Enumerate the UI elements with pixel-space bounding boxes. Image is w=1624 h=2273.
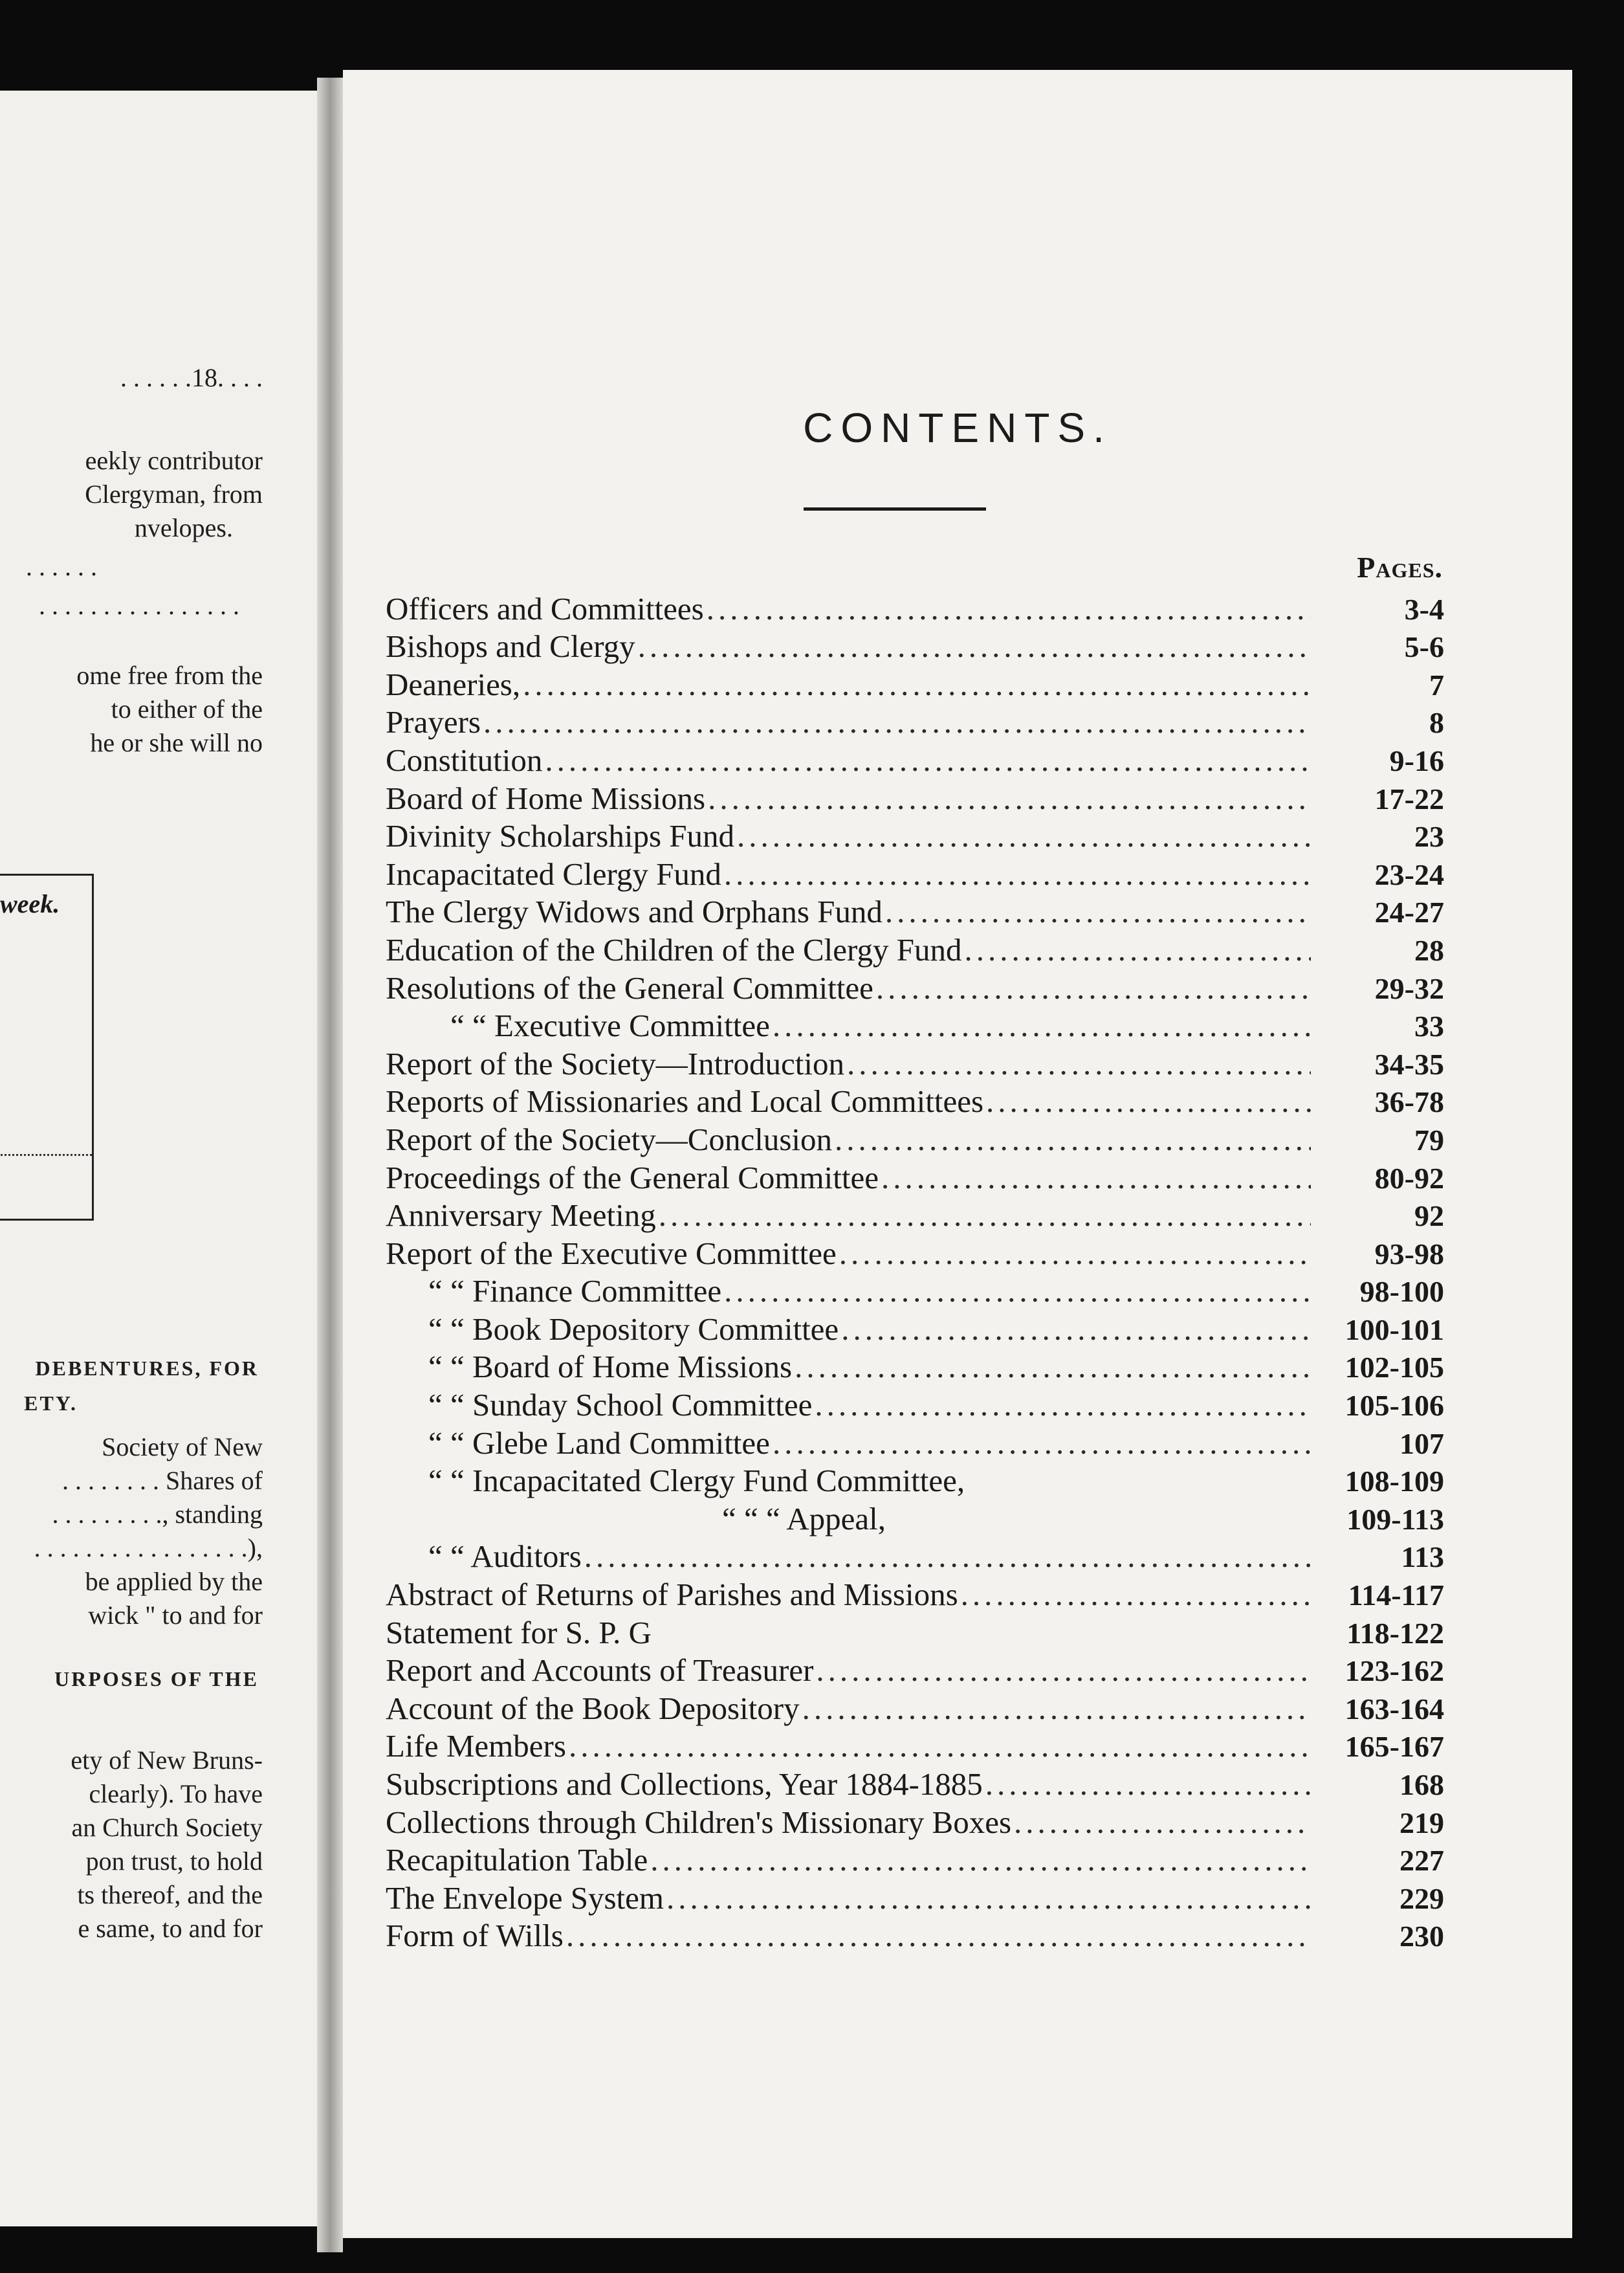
toc-entry[interactable] — [386, 1382, 1444, 1421]
toc-entry-title: “ “ Board of Home Missions — [428, 1349, 793, 1385]
toc-entry-page: 98-100 — [1359, 1275, 1444, 1309]
toc-entry-page: 17-22 — [1374, 782, 1444, 815]
toc-entry[interactable] — [386, 1269, 1444, 1307]
toc-entry-page: 227 — [1399, 1844, 1444, 1878]
dot-leader — [802, 1692, 1311, 1724]
toc-entry[interactable] — [386, 1838, 1444, 1876]
toc-entry-page: 163-164 — [1344, 1692, 1444, 1725]
dot-leader — [523, 669, 1311, 700]
left-text-line: ome free from the — [76, 661, 263, 690]
toc-entry-title: Report of the Society—Introduction — [386, 1045, 844, 1081]
left-text-line: nvelopes. — [134, 513, 233, 542]
dot-leader — [569, 1730, 1311, 1762]
toc-entry-page: 5-6 — [1404, 630, 1444, 664]
dot-leader — [638, 630, 1311, 662]
toc-entry-title: Constitution — [386, 742, 543, 778]
toc-entry[interactable] — [386, 1193, 1444, 1232]
toc-entry-page: 33 — [1414, 1010, 1444, 1043]
toc-entry[interactable] — [386, 1686, 1444, 1724]
dot-leader — [708, 782, 1311, 814]
toc-entry-title: “ “ Finance Committee — [428, 1273, 722, 1309]
left-text-line: . . . . . .18. . . . — [120, 363, 263, 392]
left-text-line: pon trust, to hold — [85, 1846, 263, 1876]
dot-leader — [773, 1427, 1311, 1459]
toc-entry[interactable] — [386, 814, 1444, 852]
toc-entry-title: “ “ Sunday School Committee — [428, 1387, 813, 1423]
left-text-line: . . . . . . . . . . . . . . . . .), — [34, 1533, 263, 1562]
toc-entry-title: Officers and Committees — [386, 590, 704, 626]
toc-entry[interactable] — [386, 852, 1444, 890]
left-text-line: be applied by the — [85, 1567, 263, 1596]
toc-entry-page: 229 — [1399, 1881, 1444, 1915]
toc-entry-title: Report and Accounts of Treasurer — [386, 1652, 814, 1689]
toc-entry[interactable] — [386, 1876, 1444, 1914]
dot-leader — [961, 1579, 1311, 1610]
dot-leader — [584, 1540, 1311, 1572]
toc-entry[interactable] — [386, 1231, 1444, 1269]
dot-leader — [885, 896, 1311, 927]
title-rule — [804, 507, 986, 511]
left-text-line: e same, to and for — [78, 1914, 263, 1943]
toc-entry-page: 29-32 — [1374, 971, 1444, 1005]
toc-entry-title: “ “ Book Depository Committee — [428, 1311, 839, 1347]
dot-leader — [566, 1920, 1311, 1951]
dot-leader — [724, 1275, 1311, 1307]
left-box-text: week. — [0, 889, 60, 918]
toc-entry[interactable] — [386, 1080, 1444, 1118]
toc-entry-title: Abstract of Returns of Parishes and Missions — [386, 1577, 958, 1613]
toc-entry-page: 109-113 — [1346, 1502, 1444, 1536]
dot-leader — [986, 1085, 1311, 1117]
toc-entry-title: Bishops and Clergy — [386, 628, 635, 665]
toc-entry-title: Anniversary Meeting — [386, 1197, 656, 1234]
toc-entry-page: 219 — [1399, 1806, 1444, 1839]
toc-entry-page: 7 — [1429, 668, 1444, 702]
dot-leader — [773, 1010, 1311, 1041]
toc-entry-title: Account of the Book Depository — [386, 1690, 800, 1726]
toc-entry-title: Report of the Society—Conclusion — [386, 1121, 832, 1157]
dot-leader — [545, 744, 1311, 776]
toc-entry-title: The Envelope System — [386, 1879, 664, 1916]
facing-page-fragment — [0, 91, 317, 2226]
toc-entry-title: Form of Wills — [386, 1918, 564, 1954]
toc-entry-page: 92 — [1414, 1199, 1444, 1233]
toc-entry-page: 230 — [1399, 1920, 1444, 1953]
toc-entry-title: Collections through Children's Missionary Boxes — [386, 1804, 1012, 1840]
toc-entry-title: Life Members — [386, 1728, 566, 1764]
toc-entry[interactable] — [386, 1041, 1444, 1080]
toc-entry-page: 113 — [1401, 1540, 1444, 1574]
toc-entry[interactable] — [386, 1914, 1444, 1952]
table-of-contents — [386, 586, 1444, 1954]
left-text-line: Society of New — [102, 1432, 263, 1461]
dot-leader — [724, 858, 1311, 890]
dot-leader — [659, 1199, 1311, 1231]
toc-entry[interactable] — [386, 1496, 1444, 1535]
left-text-line: ts thereof, and the — [77, 1880, 263, 1909]
toc-entry-title: Prayers — [386, 704, 481, 740]
dot-leader — [839, 1237, 1311, 1269]
toc-entry-page: 34-35 — [1374, 1047, 1444, 1081]
dot-leader — [816, 1654, 1311, 1686]
dot-leader — [483, 706, 1311, 738]
toc-entry[interactable] — [386, 1155, 1444, 1193]
toc-entry-title: Proceedings of the General Committee — [386, 1159, 879, 1195]
dot-leader — [707, 593, 1311, 625]
toc-entry-title: Reports of Missionaries and Local Committees — [386, 1083, 984, 1120]
toc-entry[interactable] — [386, 966, 1444, 1004]
toc-entry-title: “ “ “ Appeal, — [722, 1500, 886, 1536]
left-text-line: ETY. — [24, 1392, 78, 1415]
toc-entry-page: 100-101 — [1344, 1313, 1444, 1346]
page-title: CONTENTS. — [803, 405, 1112, 451]
toc-entry[interactable] — [386, 586, 1444, 625]
toc-entry[interactable] — [386, 1421, 1444, 1459]
toc-entry[interactable] — [386, 1762, 1444, 1800]
toc-entry-title: Report of the Executive Committee — [386, 1235, 837, 1271]
toc-entry-title: “ “ Auditors — [428, 1538, 582, 1575]
toc-entry[interactable] — [386, 1307, 1444, 1345]
left-text-line: . . . . . . — [26, 552, 97, 581]
toc-entry-title: Education of the Children of the Clergy Fund — [386, 931, 962, 968]
toc-entry[interactable] — [386, 927, 1444, 966]
toc-entry-title: Statement for S. P. G — [386, 1614, 652, 1650]
toc-entry-page: 9-16 — [1389, 744, 1444, 777]
toc-entry[interactable] — [386, 1800, 1444, 1838]
dot-leader — [666, 1882, 1311, 1914]
toc-entry[interactable] — [386, 662, 1444, 700]
toc-entry-page: 24-27 — [1374, 896, 1444, 929]
left-text-line: he or she will no — [90, 728, 263, 757]
left-text-line: . . . . . . . . . . . . . . . . — [39, 591, 239, 620]
toc-entry-page: 118-122 — [1346, 1616, 1444, 1650]
toc-entry-page: 80-92 — [1374, 1161, 1444, 1195]
toc-entry[interactable] — [386, 1459, 1444, 1497]
dot-leader — [650, 1844, 1311, 1876]
toc-entry-page: 168 — [1399, 1768, 1444, 1801]
dot-leader — [1014, 1806, 1311, 1838]
toc-entry[interactable] — [386, 1572, 1444, 1613]
toc-entry-title: The Clergy Widows and Orphans Fund — [386, 894, 883, 930]
left-text-line: . . . . . . . . ., standing — [52, 1500, 263, 1529]
dot-leader — [881, 1162, 1311, 1193]
toc-entry-page: 28 — [1414, 933, 1444, 967]
dot-leader — [985, 1768, 1311, 1800]
toc-entry[interactable] — [386, 1004, 1444, 1042]
left-text-line: . . . . . . . . Shares of — [62, 1466, 263, 1495]
toc-entry-title: Deaneries, — [386, 666, 521, 702]
contents-page — [343, 70, 1572, 2238]
toc-entry-page: 93-98 — [1374, 1237, 1444, 1270]
toc-entry-title: “ “ Glebe Land Committee — [428, 1425, 770, 1461]
dot-leader — [964, 934, 1311, 966]
toc-entry-page: 8 — [1429, 706, 1444, 740]
toc-entry-page: 107 — [1399, 1426, 1444, 1460]
dot-leader — [835, 1124, 1311, 1155]
left-text-line: clearly). To have — [89, 1779, 263, 1808]
toc-entry[interactable] — [386, 1345, 1444, 1383]
toc-entry-page: 105-106 — [1344, 1389, 1444, 1423]
toc-entry-title: Incapacitated Clergy Fund — [386, 856, 721, 892]
pages-column-heading: Pages. — [1357, 551, 1443, 584]
toc-entry[interactable] — [386, 700, 1444, 738]
toc-entry-page: 123-162 — [1344, 1654, 1444, 1688]
toc-entry[interactable] — [386, 1117, 1444, 1155]
book-gutter — [317, 78, 343, 2252]
left-text-line: eekly contributor — [85, 446, 263, 475]
dot-leader — [737, 820, 1311, 852]
toc-entry-title: Recapitulation Table — [386, 1842, 648, 1878]
toc-entry-page: 23-24 — [1374, 858, 1444, 891]
boxed-form — [0, 874, 94, 1221]
toc-entry[interactable] — [386, 1610, 1444, 1648]
toc-entry[interactable] — [386, 625, 1444, 663]
toc-entry-page: 23 — [1414, 820, 1444, 854]
toc-entry-page: 102-105 — [1344, 1351, 1444, 1384]
toc-entry[interactable] — [386, 776, 1444, 814]
left-text-line: ety of New Bruns- — [71, 1746, 263, 1775]
dotted-rule — [0, 1154, 92, 1156]
left-text-line: URPOSES OF THE — [54, 1667, 259, 1691]
toc-entry[interactable] — [386, 1535, 1444, 1573]
dot-leader — [841, 1313, 1311, 1345]
toc-entry[interactable] — [386, 1648, 1444, 1687]
toc-entry-page: 108-109 — [1344, 1465, 1444, 1498]
left-text-line: Clergyman, from — [85, 480, 263, 509]
toc-entry-page: 114-117 — [1348, 1579, 1444, 1612]
left-text-line: wick " to and for — [88, 1601, 263, 1630]
toc-entry-title: Subscriptions and Collections, Year 1884-1885 — [386, 1766, 983, 1802]
toc-entry-title: “ “ Executive Committee — [450, 1008, 770, 1044]
dot-leader — [815, 1389, 1311, 1421]
toc-entry-page: 165-167 — [1344, 1730, 1444, 1764]
left-text-line: an Church Society — [71, 1813, 263, 1842]
left-text-line: to either of the — [111, 694, 263, 724]
dot-leader — [876, 972, 1311, 1004]
dot-leader — [795, 1351, 1311, 1382]
toc-entry-title: Board of Home Missions — [386, 780, 706, 816]
toc-entry[interactable] — [386, 890, 1444, 928]
toc-entry-title: Divinity Scholarships Fund — [386, 818, 735, 854]
toc-entry-page: 36-78 — [1374, 1085, 1444, 1119]
toc-entry-page: 3-4 — [1404, 592, 1444, 626]
left-text-line: DEBENTURES, FOR — [35, 1357, 259, 1380]
toc-entry-title: Resolutions of the General Committee — [386, 970, 873, 1006]
toc-entry[interactable] — [386, 738, 1444, 776]
toc-entry[interactable] — [386, 1724, 1444, 1762]
toc-entry-title: “ “ Incapacitated Clergy Fund Committee, — [428, 1463, 965, 1499]
toc-entry-page: 79 — [1414, 1123, 1444, 1157]
dot-leader — [847, 1048, 1311, 1080]
